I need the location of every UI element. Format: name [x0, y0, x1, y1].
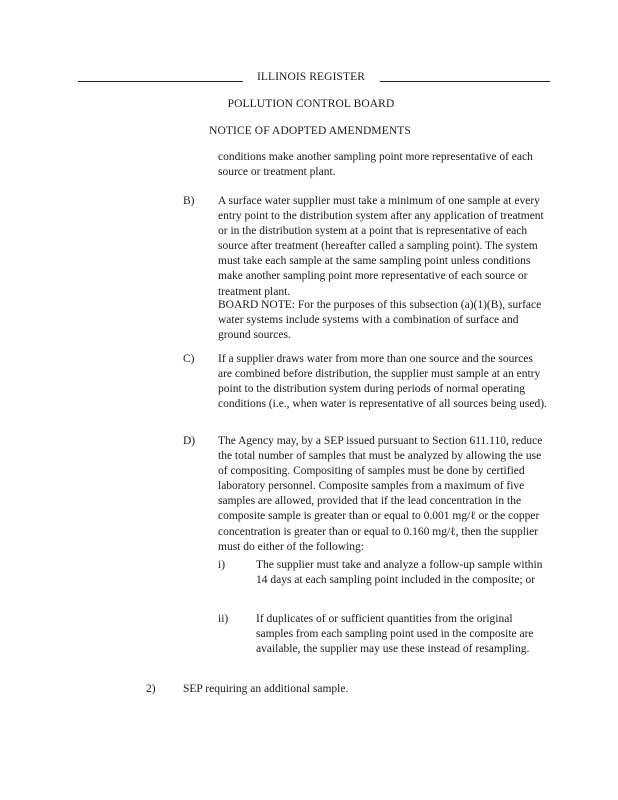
board-note: BOARD NOTE: For the purposes of this subsection (a)(1)(B), surface water systems include systems with a combination of surface and ground sources.: [218, 299, 542, 342]
item-c-label: C): [183, 353, 195, 365]
sub-item-i-label: i): [218, 559, 226, 571]
notice-title: NOTICE OF ADOPTED AMENDMENTS: [209, 125, 411, 137]
board-title: POLLUTION CONTROL BOARD: [227, 98, 395, 110]
item-c-paragraph: If a supplier draws water from more than one source and the sources are combined before distribution, the supplier must sample at an entry point to the distribution system during periods of normal operating conditions (i.e., when water is representative of all sources being used).: [218, 353, 547, 411]
sub-item-ii-label: ii): [218, 613, 229, 625]
sub-item-ii-paragraph: If duplicates of or sufficient quantities from the original samples from each sampling point used in the composite are available, the supplier may use these instead of resampling.: [256, 613, 534, 656]
item-2-paragraph: SEP requiring an additional sample.: [183, 683, 349, 695]
item-2-label: 2): [146, 683, 156, 695]
register-title: ILLINOIS REGISTER: [256, 71, 366, 83]
continuation-paragraph: conditions make another sampling point more representative of each source or treatment plant.: [218, 151, 533, 179]
sub-item-i-paragraph: The supplier must take and analyze a follow-up sample within 14 days at each sampling point included in the composite; or: [256, 559, 543, 587]
item-b-label: B): [183, 195, 195, 207]
item-d-label: D): [183, 435, 196, 447]
item-b-paragraph: A surface water supplier must take a minimum of one sample at every entry point to the distribution system after any application of treatment or in the distribution system at a point that is representative of each source after treatment (hereafter called a sampling point). The system must take each sample at the same sampling point unless conditions make another sampling point more representative of each source or treatment plant.: [218, 195, 544, 298]
item-d-paragraph: The Agency may, by a SEP issued pursuant to Section 611.110, reduce the total number of samples that must be analyzed by allowing the use of compositing. Compositing of samples must be done by certified laboratory personnel. Composite samples from a maximum of five samples are allowed, provided that if the lead concentration in the composite sample is greater than or equal to 0.001 mg/ℓ or the copper concentration is greater than or equal to 0.160 mg/ℓ, then the supplier must do either of the following:: [218, 435, 543, 553]
